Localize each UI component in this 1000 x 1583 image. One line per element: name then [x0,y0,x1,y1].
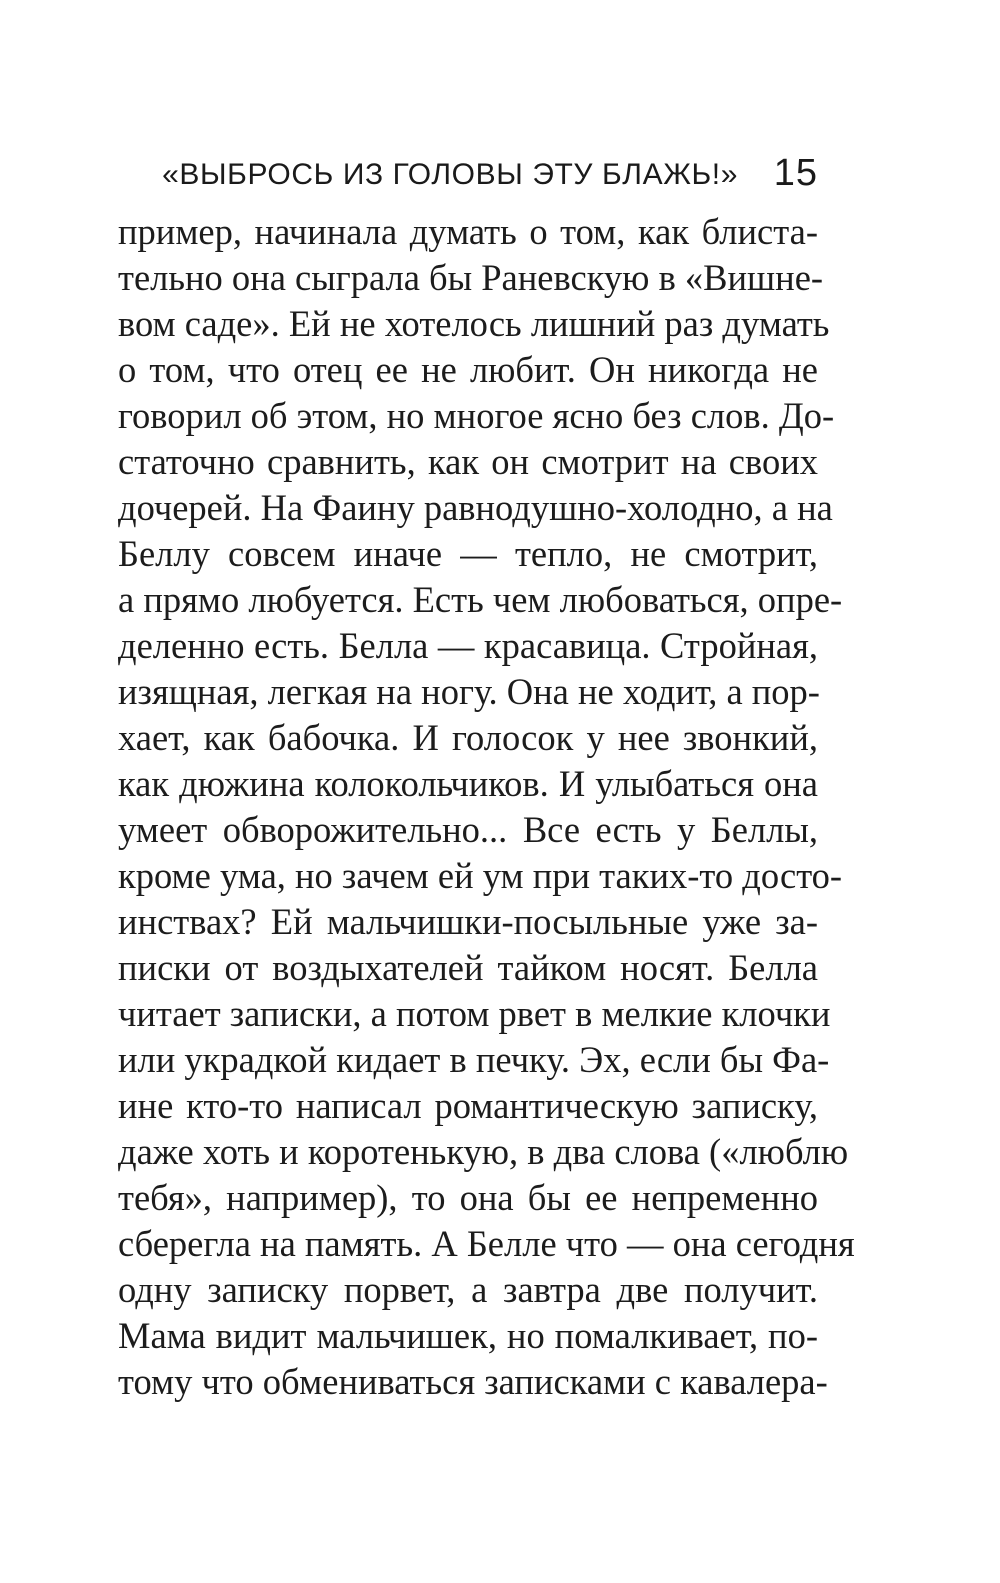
text-line: а прямо любуется. Есть чем любоваться, опре- [118,579,843,620]
text-line: умеет обворожительно... Все есть у Беллы, [118,809,818,850]
text-line: Беллу совсем иначе — тепло, не смотрит, [118,533,818,574]
text-line: сберегла на память. А Белле что — она сегодня [118,1223,855,1264]
running-head [118,146,818,198]
text-line: одну записку порвет, а завтра две получит. [118,1269,818,1310]
text-line: пример, начинала думать о том, как блиста- [118,211,818,252]
running-title: «ВЫБРОСЬ ИЗ ГОЛОВЫ ЭТУ БЛАЖЬ!» [162,158,738,191]
text-line: тебя», например), то она бы ее непременно [118,1177,818,1218]
text-line: писки от воздыхателей тайком носят. Белла [118,947,818,988]
text-line: тельно она сыграла бы Раневскую в «Вишне- [118,257,824,298]
text-line: тому что обмениваться записками с кавалера- [118,1361,828,1402]
text-line: кроме ума, но зачем ей ум при таких-то досто- [118,855,843,896]
text-line: хает, как бабочка. И голосок у нее звонкий, [118,717,818,758]
text-line: изящная, легкая на ногу. Она не ходит, а пор- [118,671,820,712]
page-number: 15 [773,152,818,194]
text-line: инствах? Ей мальчишки-посыльные уже за- [118,901,818,942]
text-line: о том, что отец ее не любит. Он никогда не [118,349,818,390]
body-text [118,209,855,1405]
text-line: как дюжина колокольчиков. И улыбаться она [118,763,818,804]
text-line: деленно есть. Белла — красавица. Стройная, [118,625,818,666]
text-line: говорил об этом, но многое ясно без слов. До- [118,395,835,436]
text-line: даже хоть и коротенькую, в два слова («люблю [118,1131,849,1172]
text-line: дочерей. На Фаину равнодушно-холодно, а на [118,487,833,528]
text-line: или украдкой кидает в печку. Эх, если бы Фа- [118,1039,830,1080]
text-line: Мама видит мальчишек, но помалкивает, по- [118,1315,818,1356]
text-line: ине кто-то написал романтическую записку, [118,1085,818,1126]
text-line: вом саде». Ей не хотелось лишний раз думать [118,303,830,344]
text-line: читает записки, а потом рвет в мелкие клочки [118,993,831,1034]
text-line: статочно сравнить, как он смотрит на своих [118,441,818,482]
